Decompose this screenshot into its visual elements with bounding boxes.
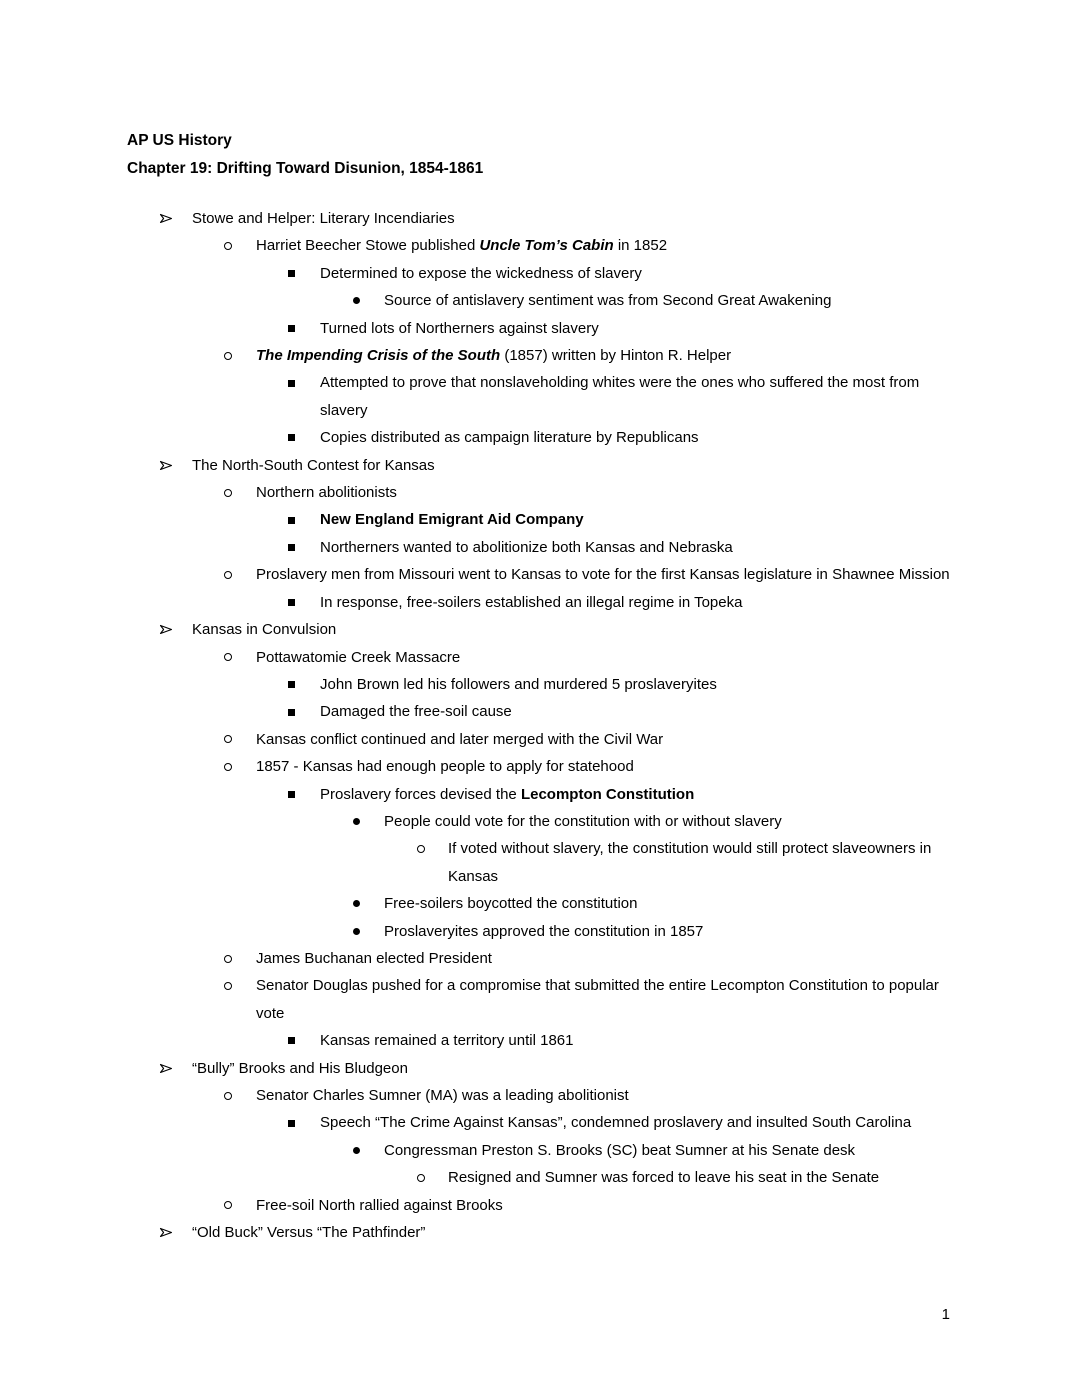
list-item-text: Damaged the free-soil cause (320, 703, 512, 721)
square-bullet-icon (288, 698, 295, 725)
square-bullet-icon (288, 369, 295, 396)
list-item (127, 808, 952, 835)
square-bullet-icon (288, 671, 295, 698)
document-title: AP US History (127, 132, 232, 149)
list-item (127, 1192, 952, 1219)
circle-bullet-icon (224, 1192, 232, 1219)
list-item (127, 726, 952, 753)
list-item-text: “Old Buck” Versus “The Pathfinder” (192, 1224, 426, 1242)
list-item-text: John Brown led his followers and murdered 5 proslaveryites (320, 675, 717, 693)
list-item-text: Determined to expose the wickedness of slavery (320, 264, 642, 282)
list-item (127, 561, 952, 588)
dot-bullet-icon (353, 890, 360, 917)
circle-bullet-icon (224, 342, 232, 369)
list-item-text: The Impending Crisis of the South (1857) written by Hinton R. Helper (256, 347, 732, 365)
list-item (127, 616, 952, 643)
arrow-bullet-icon (159, 1055, 173, 1082)
square-bullet-icon (288, 534, 295, 561)
list-item-text: The North-South Contest for Kansas (192, 456, 435, 474)
list-item-text: Proslaveryites approved the constitution in 1857 (384, 922, 704, 940)
arrow-bullet-icon (159, 1219, 173, 1246)
list-item (127, 781, 952, 808)
list-item (127, 260, 952, 287)
circle-bullet-icon (224, 232, 232, 259)
list-item (127, 671, 952, 698)
list-item (127, 232, 952, 259)
list-item-text: In response, free-soilers established an illegal regime in Topeka (320, 593, 743, 611)
list-item (127, 1137, 952, 1164)
list-item (127, 315, 952, 342)
list-item (127, 424, 952, 451)
list-item (127, 890, 952, 917)
outline-list (127, 205, 952, 1246)
square-bullet-icon (288, 1027, 295, 1054)
list-item-text: 1857 - Kansas had enough people to apply for statehood (256, 758, 634, 776)
circle-bullet-icon (224, 945, 232, 972)
list-item-text: Turned lots of Northerners against slavery (320, 319, 599, 337)
list-item-text: New England Emigrant Aid Company (320, 511, 584, 529)
list-item-text: “Bully” Brooks and His Bludgeon (192, 1059, 408, 1077)
list-item (127, 1027, 952, 1054)
list-item-text: Attempted to prove that nonslaveholding whites were the ones who suffered the most from slavery (320, 374, 920, 419)
list-item-text: Free-soilers boycotted the constitution (384, 895, 638, 913)
list-item-text: Kansas conflict continued and later merged with the Civil War (256, 730, 664, 748)
dot-bullet-icon (353, 287, 360, 314)
list-item-text: James Buchanan elected President (256, 949, 492, 967)
arrow-bullet-icon (159, 616, 173, 643)
square-bullet-icon (288, 589, 295, 616)
list-item-text: People could vote for the constitution with or without slavery (384, 812, 782, 830)
circle-bullet-icon (224, 644, 232, 671)
list-item (127, 1219, 952, 1246)
dot-bullet-icon (353, 918, 360, 945)
list-item (127, 698, 952, 725)
list-item (127, 1164, 952, 1191)
list-item-text: Copies distributed as campaign literature by Republicans (320, 429, 699, 447)
circle-bullet-icon (224, 561, 232, 588)
document-subtitle: Chapter 19: Drifting Toward Disunion, 1854-1861 (127, 160, 484, 177)
list-item (127, 1082, 952, 1109)
circle-bullet-icon (224, 1082, 232, 1109)
list-item-text: Harriet Beecher Stowe published Uncle Tom’s Cabin in 1852 (256, 237, 668, 255)
list-item (127, 589, 952, 616)
list-item-text: Proslavery men from Missouri went to Kansas to vote for the first Kansas legislature in Shawnee Mission (256, 566, 950, 584)
list-item-text: Senator Douglas pushed for a compromise that submitted the entire Lecompton Constitution to popular vote (256, 977, 939, 1022)
list-item-text: Congressman Preston S. Brooks (SC) beat Sumner at his Senate desk (384, 1141, 856, 1159)
square-bullet-icon (288, 424, 295, 451)
list-item (127, 945, 952, 972)
list-item (127, 918, 952, 945)
list-item (127, 369, 952, 424)
list-item (127, 479, 952, 506)
list-item-text: Senator Charles Sumner (MA) was a leading abolitionist (256, 1087, 629, 1104)
list-item-text: Resigned and Sumner was forced to leave his seat in the Senate (448, 1169, 880, 1187)
list-item (127, 644, 952, 671)
list-item-text: Northerners wanted to abolitionize both Kansas and Nebraska (320, 538, 733, 556)
list-item-text: Kansas in Convulsion (192, 621, 337, 639)
list-item (127, 753, 952, 780)
circle-bullet-icon (224, 753, 232, 780)
list-item (127, 342, 952, 369)
list-item (127, 1109, 952, 1136)
list-item (127, 1055, 952, 1082)
circle-bullet-icon (224, 726, 232, 753)
list-item-text: Proslavery forces devised the Lecompton Constitution (320, 785, 695, 803)
dot-bullet-icon (353, 808, 360, 835)
list-item-text: Northern abolitionists (256, 484, 397, 502)
circle-bullet-icon (417, 1164, 425, 1191)
dot-bullet-icon (353, 1137, 360, 1164)
list-item (127, 506, 952, 533)
list-item (127, 534, 952, 561)
list-item (127, 287, 952, 314)
list-item (127, 972, 952, 1027)
circle-bullet-icon (417, 835, 425, 862)
arrow-bullet-icon (159, 452, 173, 479)
list-item-text: Speech “The Crime Against Kansas”, condemned proslavery and insulted South Carolina (320, 1114, 912, 1132)
list-item (127, 452, 952, 479)
square-bullet-icon (288, 781, 295, 808)
list-item-text: Stowe and Helper: Literary Incendiaries (192, 210, 455, 227)
circle-bullet-icon (224, 479, 232, 506)
square-bullet-icon (288, 1109, 295, 1136)
square-bullet-icon (288, 315, 295, 342)
list-item-text: Kansas remained a territory until 1861 (320, 1032, 574, 1050)
list-item-text: Source of antislavery sentiment was from Second Great Awakening (384, 292, 832, 310)
list-item-text: If voted without slavery, the constitution would still protect slaveowners in Kansas (448, 840, 932, 885)
page-number: 1 (941, 1306, 950, 1323)
square-bullet-icon (288, 506, 295, 533)
circle-bullet-icon (224, 972, 232, 999)
square-bullet-icon (288, 260, 295, 287)
arrow-bullet-icon (159, 205, 173, 232)
list-item (127, 835, 952, 890)
list-item-text: Free-soil North rallied against Brooks (256, 1196, 503, 1214)
list-item-text: Pottawatomie Creek Massacre (256, 648, 461, 666)
list-item (127, 205, 952, 232)
